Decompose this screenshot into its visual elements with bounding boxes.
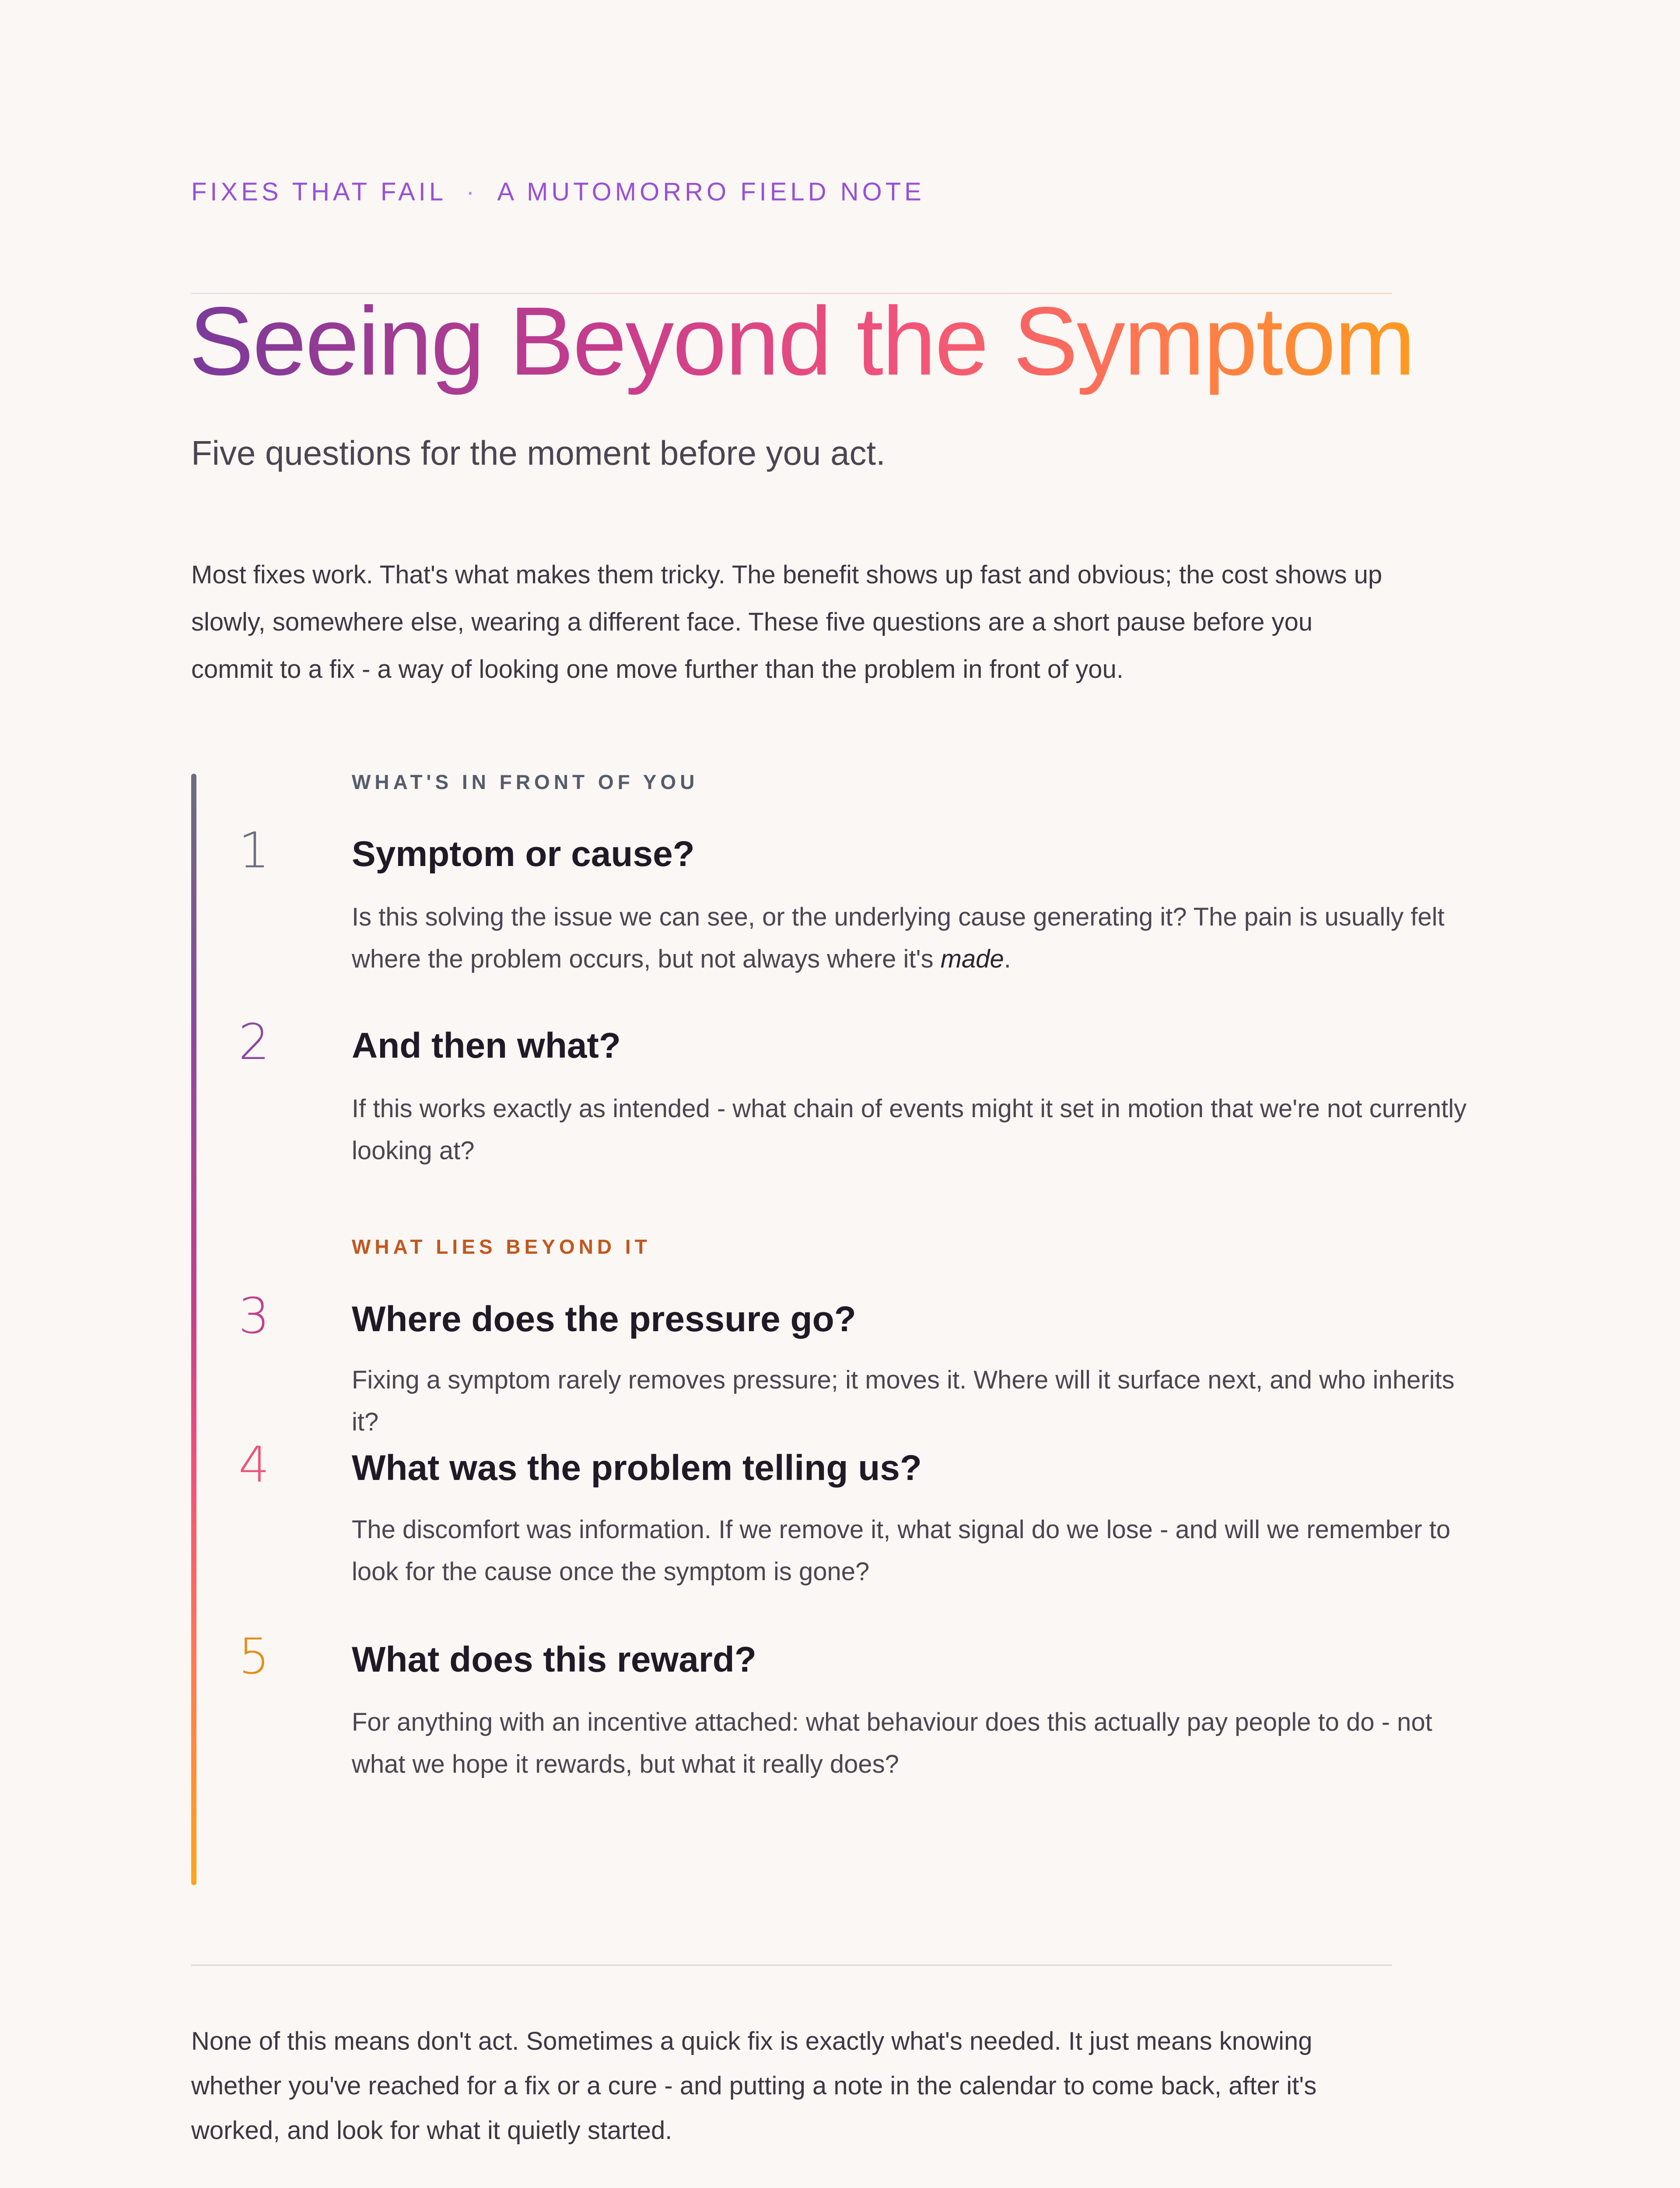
- question-number: 4: [238, 1437, 270, 1494]
- question-text: The discomfort was information. If we remove it, what signal do we lose - and will we remember to look for the cause once the symptom is gone?: [352, 1515, 1451, 1586]
- page-title: Seeing Beyond the Symptom: [189, 284, 1414, 398]
- kicker-separator: ·: [466, 178, 478, 206]
- question-number: 1: [238, 822, 270, 879]
- question-text: If this works exactly as intended - what chain of events might it set in motion that we're not currently looking at?: [352, 1094, 1467, 1165]
- gradient-spine: [191, 774, 196, 1885]
- question-title: And then what?: [352, 1026, 621, 1066]
- question-text: For anything with an incentive attached: what behaviour does this actually pay people to do - not what we hope it rewards, but what it really does?: [352, 1708, 1432, 1778]
- kicker: [191, 177, 925, 207]
- question-number: 3: [238, 1288, 270, 1345]
- page-subtitle: Five questions for the moment before you act.: [191, 434, 886, 472]
- kicker-series: FIXES THAT FAIL: [191, 178, 447, 206]
- section-label-beyond: WHAT LIES BEYOND IT: [352, 1235, 651, 1258]
- closing-paragraph: None of this means don't act. Sometimes a quick fix is exactly what's needed. It just means knowing whether you've reached for a fix or a cure - and putting a note in the calendar to come back, after it's worked, and look for what it quietly started.: [191, 2027, 1317, 2145]
- question-title: Where does the pressure go?: [352, 1299, 856, 1339]
- question-title: What does this reward?: [352, 1640, 756, 1680]
- intro-paragraph: Most fixes work. That's what makes them tricky. The benefit shows up fast and obvious; the cost shows up slowly, somewhere else, wearing a different face. These five questions are a short pause before you commit to a fix - a way of looking one move further than the problem in front of you.: [191, 561, 1382, 684]
- section-label-front: WHAT'S IN FRONT OF YOU: [352, 771, 699, 793]
- emphasis-made: made: [940, 945, 1004, 973]
- kicker-note: A MUTOMORRO FIELD NOTE: [497, 178, 925, 206]
- question-title: Symptom or cause?: [352, 834, 695, 874]
- section-divider: [191, 1964, 1392, 1966]
- question-text: Is this solving the issue we can see, or the underlying cause generating it? The pain is usually felt where the problem occurs, but not always where it's made.: [352, 903, 1445, 973]
- question-title: What was the problem telling us?: [352, 1448, 922, 1488]
- question-number: 2: [238, 1014, 270, 1071]
- question-number: 5: [238, 1628, 270, 1685]
- question-text: Fixing a symptom rarely removes pressure; it moves it. Where will it surface next, and who inherits it?: [352, 1366, 1455, 1436]
